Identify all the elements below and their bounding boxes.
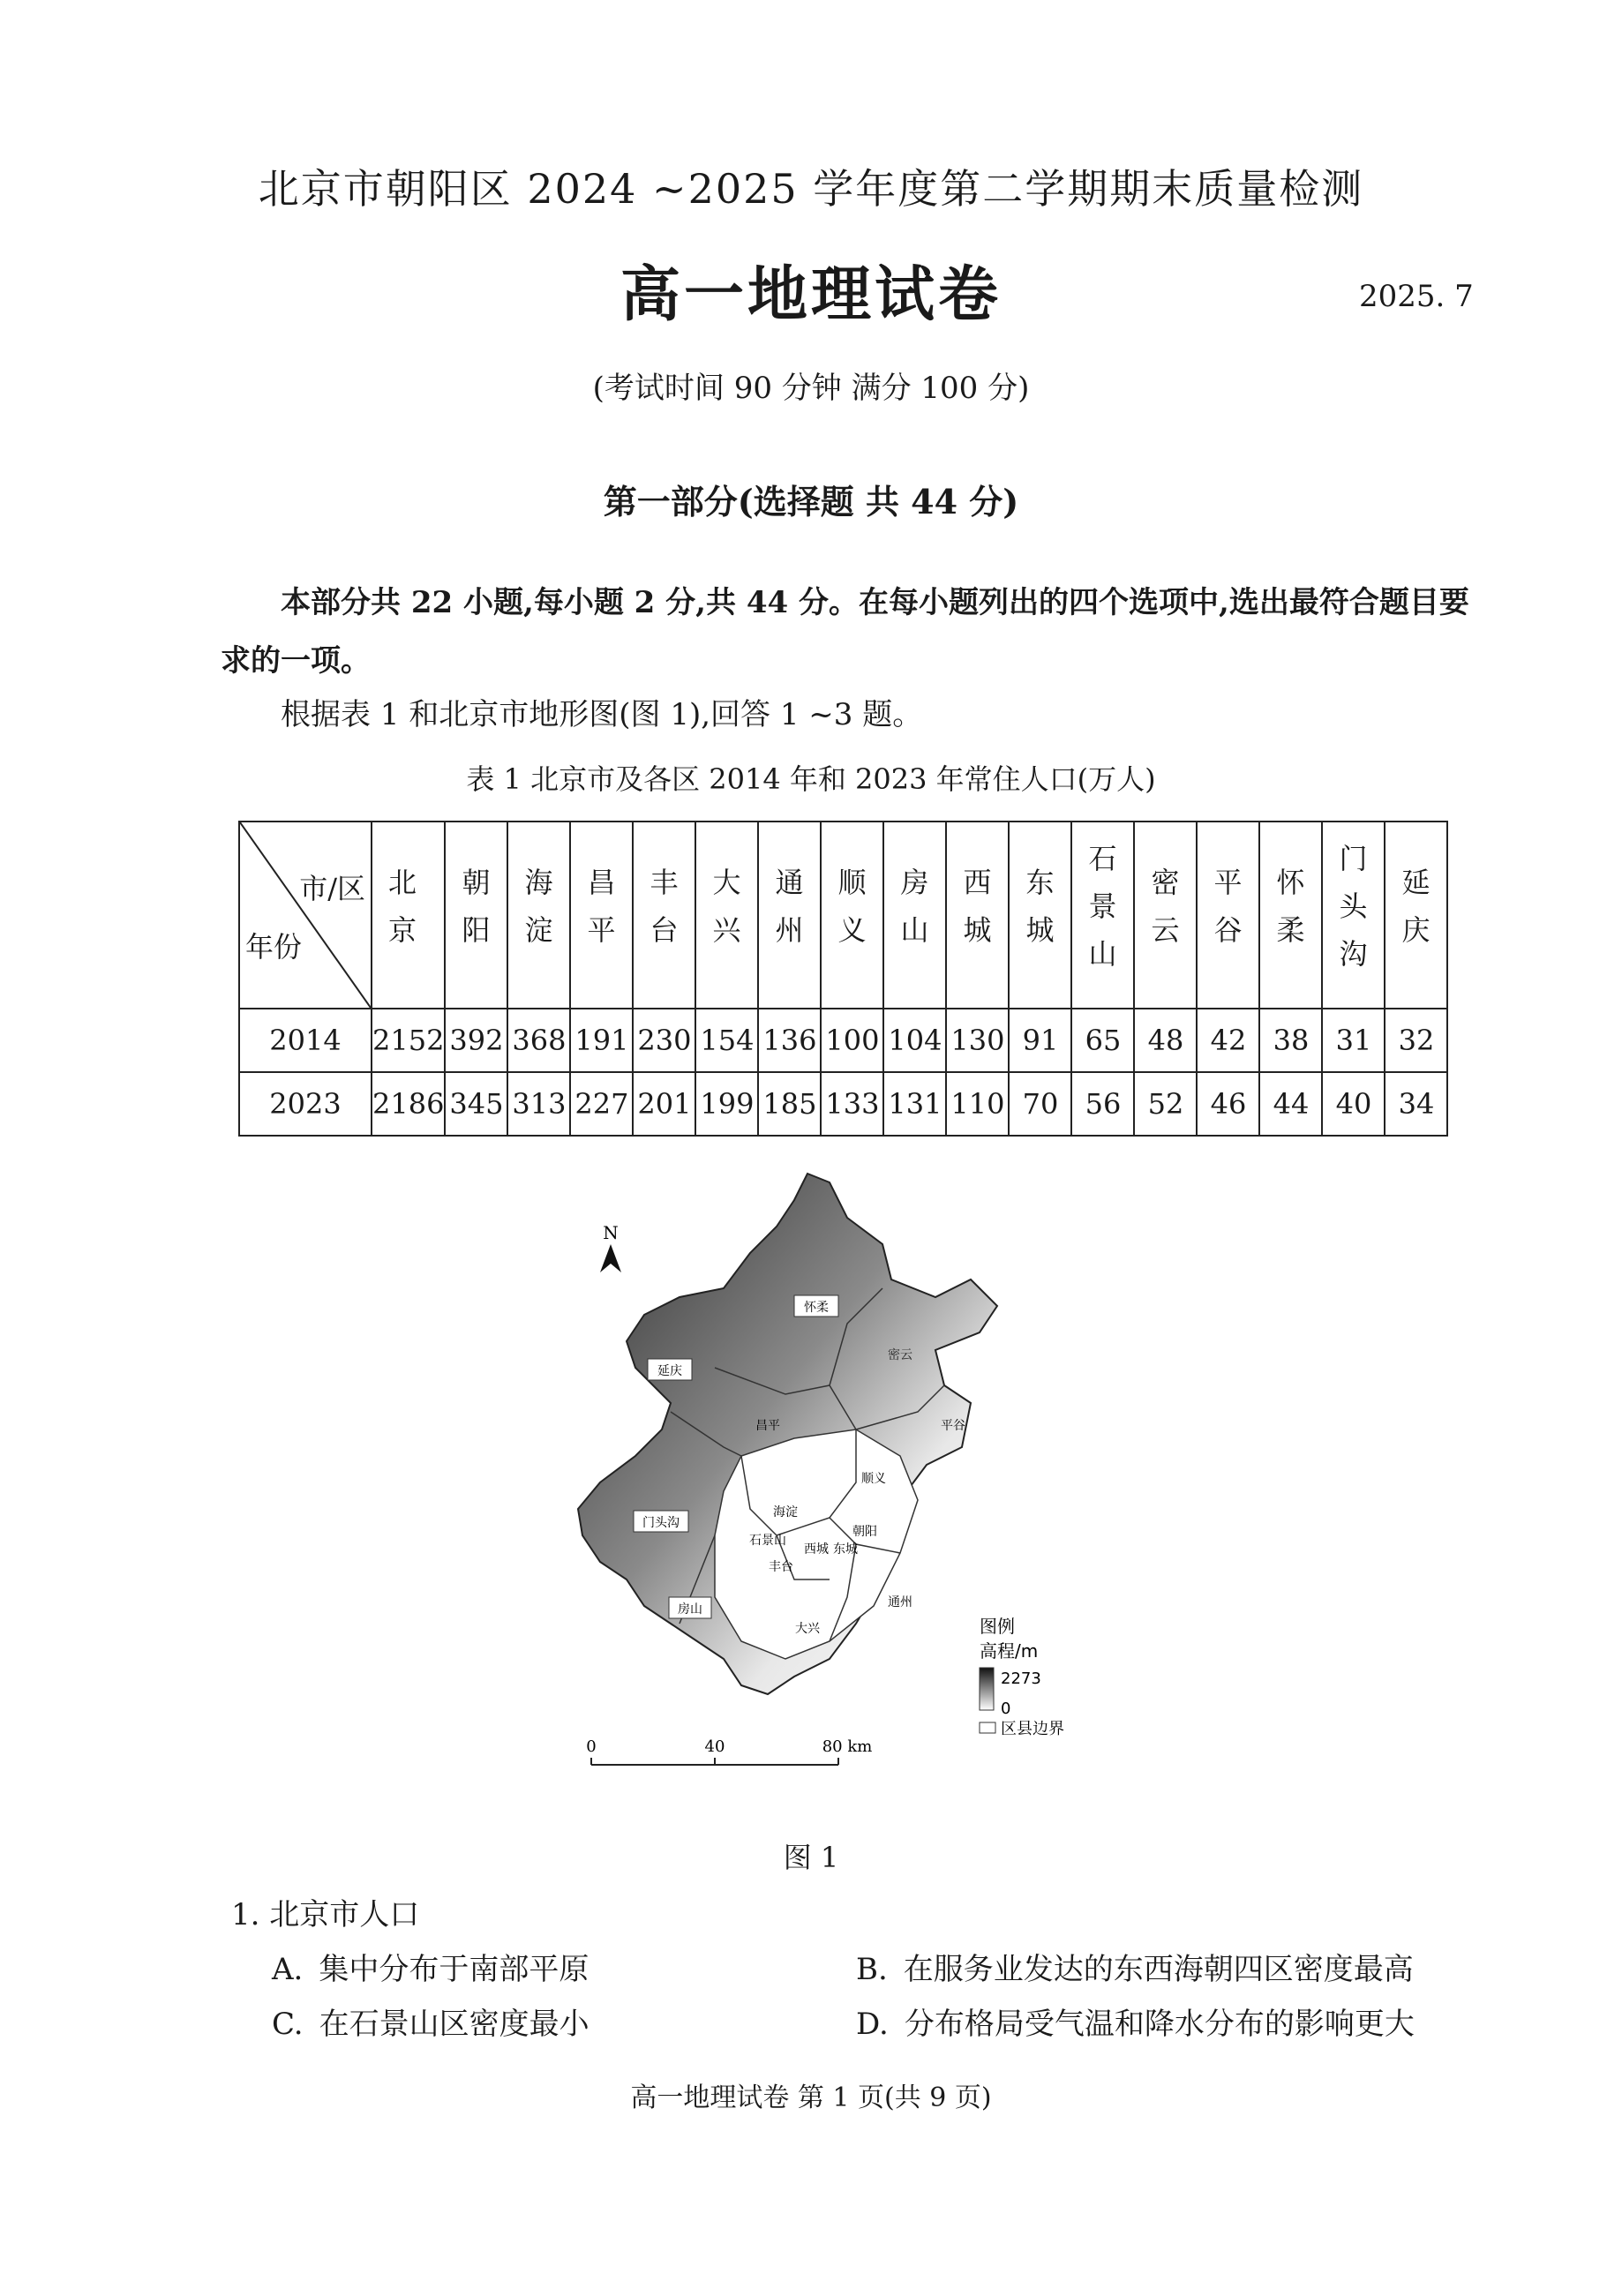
table-column-header: [1385, 822, 1447, 1009]
column-header-label: 门头沟: [1334, 844, 1369, 987]
column-header-label: 通州: [770, 867, 805, 963]
exam-info: (考试时间 90 分钟 满分 100 分): [592, 371, 1030, 406]
north-arrow-icon: [600, 1244, 621, 1272]
column-header-label: 顺义: [833, 867, 867, 963]
population-cell: 40: [1322, 1072, 1385, 1136]
legend-elevation-label: 高程/m: [980, 1640, 1039, 1662]
population-cell: 345: [445, 1072, 507, 1136]
column-header-label: 密云: [1146, 867, 1181, 963]
district-label-haidian: 海淀: [773, 1505, 798, 1519]
column-header-label: 海淀: [520, 867, 554, 963]
table-column-header: [445, 822, 507, 1009]
year-cell: 2023: [239, 1072, 372, 1136]
legend-min: 0: [1001, 1699, 1011, 1718]
population-cell: 44: [1259, 1072, 1322, 1136]
table-column-header: [372, 822, 445, 1009]
population-cell: 56: [1071, 1072, 1134, 1136]
scale-bar: [586, 1737, 872, 1765]
option-text: 集中分布于南部平原: [319, 1952, 589, 1987]
table-column-header: [1009, 822, 1071, 1009]
population-cell: 199: [695, 1072, 758, 1136]
elevation-gradient: [980, 1668, 994, 1710]
legend-max: 2273: [1001, 1669, 1041, 1688]
population-cell: 48: [1134, 1009, 1197, 1072]
column-header-label: 房山: [896, 867, 930, 963]
table-caption: 表 1 北京市及各区 2014 年和 2023 年常住人口(万人): [466, 762, 1156, 796]
population-cell: 42: [1197, 1009, 1259, 1072]
part-instructions: 本部分共 22 小题,每小题 2 分,共 44 分。在每小题列出的四个选项中,选出最符合题目要求的一项。: [221, 585, 1469, 679]
district-label-shunyi: 顺义: [861, 1472, 886, 1486]
table-row: [239, 1072, 1447, 1136]
table-column-header: [1259, 822, 1322, 1009]
district-label-xicheng: 西城: [804, 1542, 829, 1557]
population-cell: 130: [946, 1009, 1009, 1072]
population-cell: 34: [1385, 1072, 1447, 1136]
table-column-header: [570, 822, 633, 1009]
table-column-header: [1134, 822, 1197, 1009]
column-header-label: 平谷: [1209, 867, 1243, 963]
table-column-header: [695, 822, 758, 1009]
legend-title: 图例: [980, 1616, 1015, 1637]
table-column-header: [1197, 822, 1259, 1009]
column-header-label: 西城: [958, 867, 993, 963]
map-legend: [980, 1616, 1064, 1738]
legend-boundary: 区县边界: [1001, 1720, 1064, 1738]
population-cell: 136: [758, 1009, 821, 1072]
corner-district-label: 市/区: [299, 872, 365, 905]
population-table: [238, 821, 1448, 1137]
population-cell: 133: [821, 1072, 883, 1136]
population-cell: 230: [633, 1009, 695, 1072]
column-header-label: 朝阳: [457, 867, 492, 963]
column-header-label: 大兴: [708, 867, 742, 963]
figure-caption: 图 1: [783, 1841, 839, 1874]
table-column-header: [1071, 822, 1134, 1009]
table-row: [239, 1009, 1447, 1072]
population-cell: 38: [1259, 1009, 1322, 1072]
table-corner-cell: [239, 822, 372, 1009]
table-column-header: [821, 822, 883, 1009]
district-label-pinggu: 平谷: [941, 1419, 965, 1433]
district-label-chaoyang: 朝阳: [852, 1525, 877, 1539]
population-cell: 131: [883, 1072, 946, 1136]
population-cell: 201: [633, 1072, 695, 1136]
question-group-instruction: 根据表 1 和北京市地形图(图 1),回答 1 ~3 题。: [281, 697, 923, 732]
table-column-header: [633, 822, 695, 1009]
scale-label-0: 0: [586, 1737, 597, 1756]
population-cell: 32: [1385, 1009, 1447, 1072]
table-column-header: [758, 822, 821, 1009]
population-cell: 91: [1009, 1009, 1071, 1072]
table-column-header: [883, 822, 946, 1009]
population-cell: 70: [1009, 1072, 1071, 1136]
beijing-terrain-map: [565, 1165, 1130, 1782]
population-cell: 154: [695, 1009, 758, 1072]
district-label-changping: 昌平: [755, 1419, 780, 1433]
column-header-label: 怀柔: [1272, 867, 1306, 963]
option-text: 在服务业发达的东西海朝四区密度最高: [903, 1952, 1414, 1987]
option-letter: D.: [856, 2007, 889, 2042]
column-header-label: 北京: [384, 867, 417, 963]
population-cell: 185: [758, 1072, 821, 1136]
district-label-mentougou: 门头沟: [642, 1516, 680, 1530]
boundary-swatch: [980, 1722, 995, 1733]
option-letter: A.: [272, 1952, 304, 1987]
option-text: 分布格局受气温和降水分布的影响更大: [904, 2007, 1415, 2042]
district-label-fengtai: 丰台: [769, 1560, 793, 1574]
column-header-label: 石景山: [1084, 844, 1118, 987]
population-cell: 392: [445, 1009, 507, 1072]
district-label-miyun: 密云: [888, 1348, 912, 1362]
population-cell: 52: [1134, 1072, 1197, 1136]
part-title: 第一部分(选择题 共 44 分): [603, 482, 1019, 521]
district-label-fangshan: 房山: [678, 1602, 702, 1617]
year-cell: 2014: [239, 1009, 372, 1072]
column-header-label: 东城: [1021, 867, 1055, 963]
district-label-shijingshan: 石景山: [749, 1534, 786, 1548]
population-cell: 110: [946, 1072, 1009, 1136]
paper-title: 高一地理试卷: [620, 259, 1002, 330]
option-b[interactable]: [856, 1945, 1414, 1988]
district-label-daxing: 大兴: [795, 1622, 820, 1636]
option-letter: B.: [856, 1952, 888, 1987]
table-header-row: [239, 822, 1447, 1009]
population-cell: 104: [883, 1009, 946, 1072]
district-label-yanqing: 延庆: [657, 1364, 682, 1378]
column-header-label: 丰台: [645, 867, 680, 963]
population-cell: 313: [507, 1072, 570, 1136]
population-cell: 368: [507, 1009, 570, 1072]
exam-date: 2025. 7: [1359, 279, 1474, 314]
population-cell: 227: [570, 1072, 633, 1136]
population-cell: 65: [1071, 1009, 1134, 1072]
district-label-dongcheng: 东城: [833, 1542, 858, 1557]
question-stem: 1. 北京市人口: [231, 1897, 420, 1932]
population-cell: 2152: [372, 1009, 445, 1072]
table-column-header: [1322, 822, 1385, 1009]
option-a[interactable]: [272, 1945, 589, 1988]
population-cell: 46: [1197, 1072, 1259, 1136]
table-column-header: [946, 822, 1009, 1009]
option-text: 在石景山区密度最小: [319, 2007, 589, 2042]
page-footer: 高一地理试卷 第 1 页(共 9 页): [630, 2082, 992, 2113]
exam-header-title: 北京市朝阳区 2024 ~2025 学年度第二学期期末质量检测: [258, 165, 1364, 213]
population-cell: 100: [821, 1009, 883, 1072]
scale-label-40: 40: [704, 1737, 725, 1756]
option-c[interactable]: [272, 2000, 589, 2043]
option-d[interactable]: [856, 2000, 1415, 2043]
column-header-label: 昌平: [582, 867, 617, 963]
north-label: N: [603, 1222, 619, 1243]
population-cell: 191: [570, 1009, 633, 1072]
table-column-header: [507, 822, 570, 1009]
population-cell: 2186: [372, 1072, 445, 1136]
diagonal-line: [240, 822, 371, 1008]
corner-year-label: 年份: [245, 930, 303, 964]
column-header-label: 延庆: [1397, 867, 1431, 963]
district-label-tongzhou: 通州: [888, 1595, 912, 1609]
scale-label-80: 80 km: [822, 1737, 873, 1756]
district-label-huairou: 怀柔: [804, 1301, 829, 1315]
terrain-map-svg: [565, 1165, 1130, 1782]
population-cell: 31: [1322, 1009, 1385, 1072]
option-letter: C.: [272, 2007, 304, 2042]
